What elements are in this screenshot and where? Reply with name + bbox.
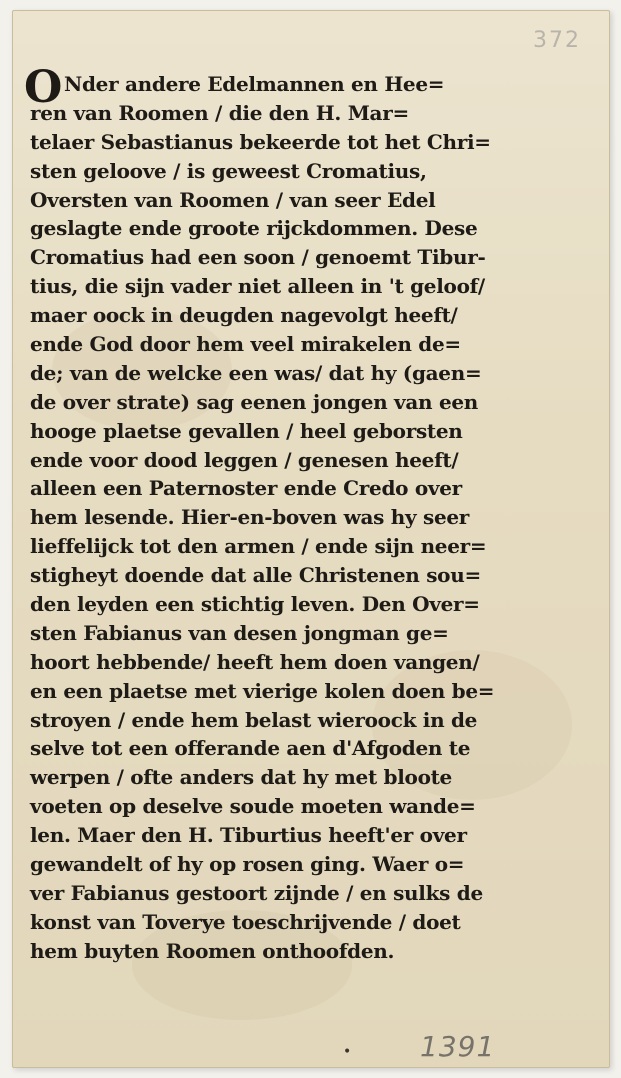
text-line: geslagte ende groote rijckdommen. Dese: [30, 216, 478, 241]
text-line: gewandelt of hy op rosen ging. Waer o=: [30, 852, 465, 877]
text-line: ver Fabianus gestoort zijnde / en sulks de: [30, 880, 483, 905]
text-line: den leyden een stichtig leven. Den Over=: [30, 592, 480, 617]
pencil-annotation-top: 372: [533, 28, 581, 53]
text-line: hem lesende. Hier-en-boven was hy seer: [30, 505, 470, 530]
text-line: hooge plaetse gevallen / heel geborsten: [30, 418, 463, 443]
text-line: sten Fabianus van desen jongman ge=: [30, 620, 449, 645]
pencil-annotation-bottom: 1391: [420, 1030, 496, 1063]
text-line: ende voor dood leggen / genesen heeft/: [30, 447, 459, 472]
text-line: hoort hebbende/ heeft hem doen vangen/: [30, 649, 480, 674]
text-line: konst van Toverye toeschrijvende / doet: [30, 909, 461, 934]
text-line: Nder andere Edelmannen en Hee=: [64, 72, 445, 96]
text-line: lieffelijck tot den armen / ende sijn neer=: [30, 534, 487, 559]
text-line: maer oock in deugden nagevolgt heeft/: [30, 303, 458, 328]
text-line: selve tot een offerande aen d'Afgoden te: [30, 736, 471, 761]
text-line: sten geloove / is geweest Cromatius,: [30, 158, 427, 183]
body-text: [24, 62, 578, 966]
text-line: alleen een Paternoster ende Credo over: [30, 476, 462, 501]
text-line: stroyen / ende hem belast wieroock in de: [30, 707, 478, 732]
text-line: telaer Sebastianus bekeerde tot het Chri=: [30, 129, 491, 154]
text-line: ende God door hem veel mirakelen de=: [30, 332, 461, 357]
text-line: ren van Roomen / die den H. Mar=: [30, 100, 409, 125]
text-line: werpen / ofte anders dat hy met bloote: [30, 765, 452, 790]
text-line: tius, die sijn vader niet alleen in 't geloof/: [30, 274, 485, 299]
text-line: hem buyten Roomen onthoofden.: [30, 938, 395, 963]
text-line: voeten op deselve soude moeten wande=: [30, 794, 476, 819]
text-line: de over strate) sag eenen jongen van een: [30, 389, 479, 414]
text-line: Oversten van Roomen / van seer Edel: [30, 187, 436, 212]
text-line: len. Maer den H. Tiburtius heeft'er over: [30, 823, 467, 848]
text-line: stigheyt doende dat alle Christenen sou=: [30, 563, 481, 588]
text-line: Cromatius had een soon / genoemt Tibur-: [30, 245, 486, 270]
text-line: de; van de welcke een was/ dat hy (gaen=: [30, 360, 482, 385]
text-line: en een plaetse met vierige kolen doen be=: [30, 678, 495, 703]
drop-cap-initial: O: [24, 62, 63, 113]
bottom-dot-mark: •: [343, 1044, 352, 1060]
